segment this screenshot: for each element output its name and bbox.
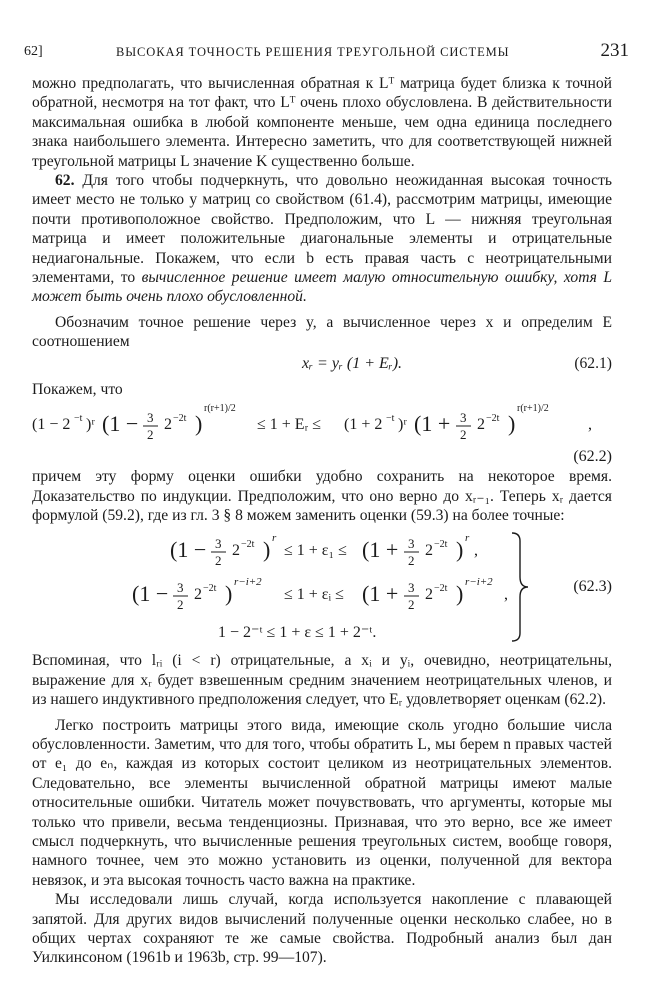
eq2-left-frac-den: 2 xyxy=(147,427,154,443)
paragraph-2 xyxy=(32,171,612,307)
eq2-right-open: (1 + xyxy=(414,411,451,437)
equation-62-3 xyxy=(32,529,612,647)
eq3-r2-neg2t-right: −2t xyxy=(434,583,448,595)
running-header xyxy=(24,40,629,64)
eq3-r2-close-left: ) xyxy=(225,581,233,607)
section-number: 62. xyxy=(55,172,75,190)
paragraph-5: причем эту форму оценки ошибки удобно сохранить на некоторое время. Доказательство по индукции. Предположим, что оно верно до xᵣ₋₁. Теперь xᵣ дается формулой (59.2), где из гл. 3 § 8 можем заменить оценки (59.3) на более точные: xyxy=(32,468,612,524)
eq3-r1-exp-left: r xyxy=(272,532,277,545)
equation-62-2-number: (62.2) xyxy=(573,448,612,466)
paragraph-2-text: Для того чтобы подчеркнуть, что довольно неожиданная высокая точность имеет место не только у матриц со свойством (61.4), рассмотрим матрицы, имеющие почти противоположное свойство. Предположим, что L — нижняя треугольная матрица и имеет положительные диагональные элементы и отрицательные недиагональные. Покажем, что если b есть правая часть с неотрицательными элементами, то xyxy=(32,172,612,287)
eq3-r2-neg2t-left: −2t xyxy=(203,583,217,595)
eq2-left-neg-t: −t xyxy=(74,413,83,425)
eq3-r1-open-right: (1 + xyxy=(362,537,399,563)
eq2-right-r-power: )ʳ xyxy=(398,416,407,434)
eq2-right-neg-t: −t xyxy=(386,413,395,425)
paragraph-6: Вспоминая, что lᵣᵢ (i < r) отрицательные, а xᵢ и yᵢ, очевидно, неотрицательны, выражение для xᵣ будет взвешенным средним значением неотрицательных членов, и из нашего индуктивного предположения следует, что Eᵣ удовлетворяет оценкам (62.2). xyxy=(32,652,612,709)
eq3-r1-frac-den-left: 2 xyxy=(215,553,222,569)
section-ref: 62] xyxy=(24,44,43,59)
equation-62-1 xyxy=(32,352,612,380)
running-title: ВЫСОКАЯ ТОЧНОСТЬ РЕШЕНИЯ ТРЕУГОЛЬНОЙ СИСТЕМЫ xyxy=(116,45,510,59)
eq2-middle: ≤ 1 + Eᵣ ≤ xyxy=(257,416,322,434)
eq3-r1-neg2t-left: −2t xyxy=(241,539,255,551)
eq2-right-frac-num: 3 xyxy=(460,410,467,426)
eq3-r2-two-left: 2 xyxy=(194,586,202,604)
eq3-r1-close-right: ) xyxy=(456,537,464,563)
eq2-left-close: ) xyxy=(195,411,203,437)
paragraph-3: Обозначим точное решение через y, а вычисленное через x и определим E соотношением xyxy=(32,313,612,351)
paragraph-8: Мы исследовали лишь случай, когда используется накопление с плавающей запятой. Для других видов вычислений полученные оценки несколько слабее, но в общих чертах сохраняют те же самые свойства. Подробный анализ был дан Уилкинсоном (1961b и 1963b, стр. 99—107). xyxy=(32,891,612,967)
eq3-r1-two-left: 2 xyxy=(232,542,240,560)
eq2-right-neg-2t: −2t xyxy=(486,413,500,425)
eq2-right-two: 2 xyxy=(477,416,485,434)
paragraph-1: можно предполагать, что вычисленная обратная к Lᵀ матрица будет близка к точной обратной, несмотря на тот факт, что Lᵀ очень плохо обусловлена. В действительности максимальная ошибка в любой компоненте меньше, чем одна единица последнего знака наибольшего элемента. Интересно заметить, что для соответствующей нижней треугольной матрицы L значение K существенно больше. xyxy=(32,75,612,170)
page-number: 231 xyxy=(600,40,629,61)
eq2-right-one-plus: (1 + 2 xyxy=(344,416,383,434)
eq3-r2-open-left: (1 − xyxy=(132,581,169,607)
eq2-left-open: (1 − xyxy=(102,411,139,437)
eq3-r1-neg2t-right: −2t xyxy=(434,539,448,551)
eq3-r2-frac-den-left: 2 xyxy=(177,597,184,613)
eq3-r1-exp-right: r xyxy=(465,532,470,545)
page-body xyxy=(32,74,612,968)
eq3-r1-frac-num-left: 3 xyxy=(215,536,222,552)
equation-62-3-number: (62.3) xyxy=(573,578,612,596)
eq3-r2-comma: , xyxy=(504,586,508,604)
eq3-r2-frac-num-right: 3 xyxy=(408,580,415,596)
eq2-right-close: ) xyxy=(508,411,516,437)
eq2-left-big-exp: r(r+1)/2 xyxy=(204,403,236,415)
eq3-r2-exp-left: r−i+2 xyxy=(234,576,262,589)
eq3-r2-two-right: 2 xyxy=(425,586,433,604)
equation-62-1-formula: xᵣ = yᵣ (1 + Eᵣ). xyxy=(302,354,403,372)
eq3-r3: 1 − 2⁻ᵗ ≤ 1 + ε ≤ 1 + 2⁻ᵗ. xyxy=(218,624,377,642)
eq2-left-one-minus: (1 − 2 xyxy=(32,416,71,434)
eq3-r2-frac-den-right: 2 xyxy=(408,597,415,613)
paragraph-2-emphasis: вычисленное решение имеет малую относительную ошибку, хотя L может быть очень плохо обусловленной. xyxy=(32,269,613,306)
eq3-r2-middle: ≤ 1 + εᵢ ≤ xyxy=(284,586,344,604)
eq3-r1-middle: ≤ 1 + ε₁ ≤ xyxy=(284,542,347,560)
eq3-r2-exp-right: r−i+2 xyxy=(465,576,493,589)
eq3-r1-comma: , xyxy=(474,542,478,560)
eq2-left-two: 2 xyxy=(164,416,172,434)
eq2-right-big-exp: r(r+1)/2 xyxy=(517,403,549,415)
paragraph-7: Легко построить матрицы этого вида, имеющие сколь угодно большие числа обусловленности. Заметим, что для того, чтобы обратить L, мы берем n правых частей от e₁ до eₙ, каждая из которых состоит целиком из неотрицательных элементов. Следовательно, все элементы вычисленной обратной матрицы имеют малые относительные ошибки. Читатель может почувствовать, что аргументы, которые мы только что привели, весьма тенденциозны. Признавая, что это верно, все же имеет смысл подчеркнуть, что вычисленные решения треугольных систем, вообще говоря, намного точнее, чем это можно установить из оценки, полученной для вектора невязок, и эта высокая точность часто важна на практике. xyxy=(32,716,612,889)
equation-62-2 xyxy=(32,399,612,467)
eq2-comma: , xyxy=(588,416,592,434)
eq2-left-frac-num: 3 xyxy=(147,410,154,426)
paragraph-4: Покажем, что xyxy=(32,380,123,398)
eq3-r1-frac-num-right: 3 xyxy=(408,536,415,552)
eq2-right-frac-den: 2 xyxy=(460,427,467,443)
eq3-r1-open-left: (1 − xyxy=(170,537,207,563)
eq2-left-neg-2t: −2t xyxy=(173,413,187,425)
eq3-r1-close-left: ) xyxy=(263,537,271,563)
eq3-r2-close-right: ) xyxy=(456,581,464,607)
equation-62-1-number: (62.1) xyxy=(574,354,612,372)
eq2-left-r-power: )ʳ xyxy=(86,416,95,434)
eq3-r1-frac-den-right: 2 xyxy=(408,553,415,569)
eq3-r2-open-right: (1 + xyxy=(362,581,399,607)
eq3-r1-two-right: 2 xyxy=(425,542,433,560)
eq3-r2-frac-num-left: 3 xyxy=(177,580,184,596)
